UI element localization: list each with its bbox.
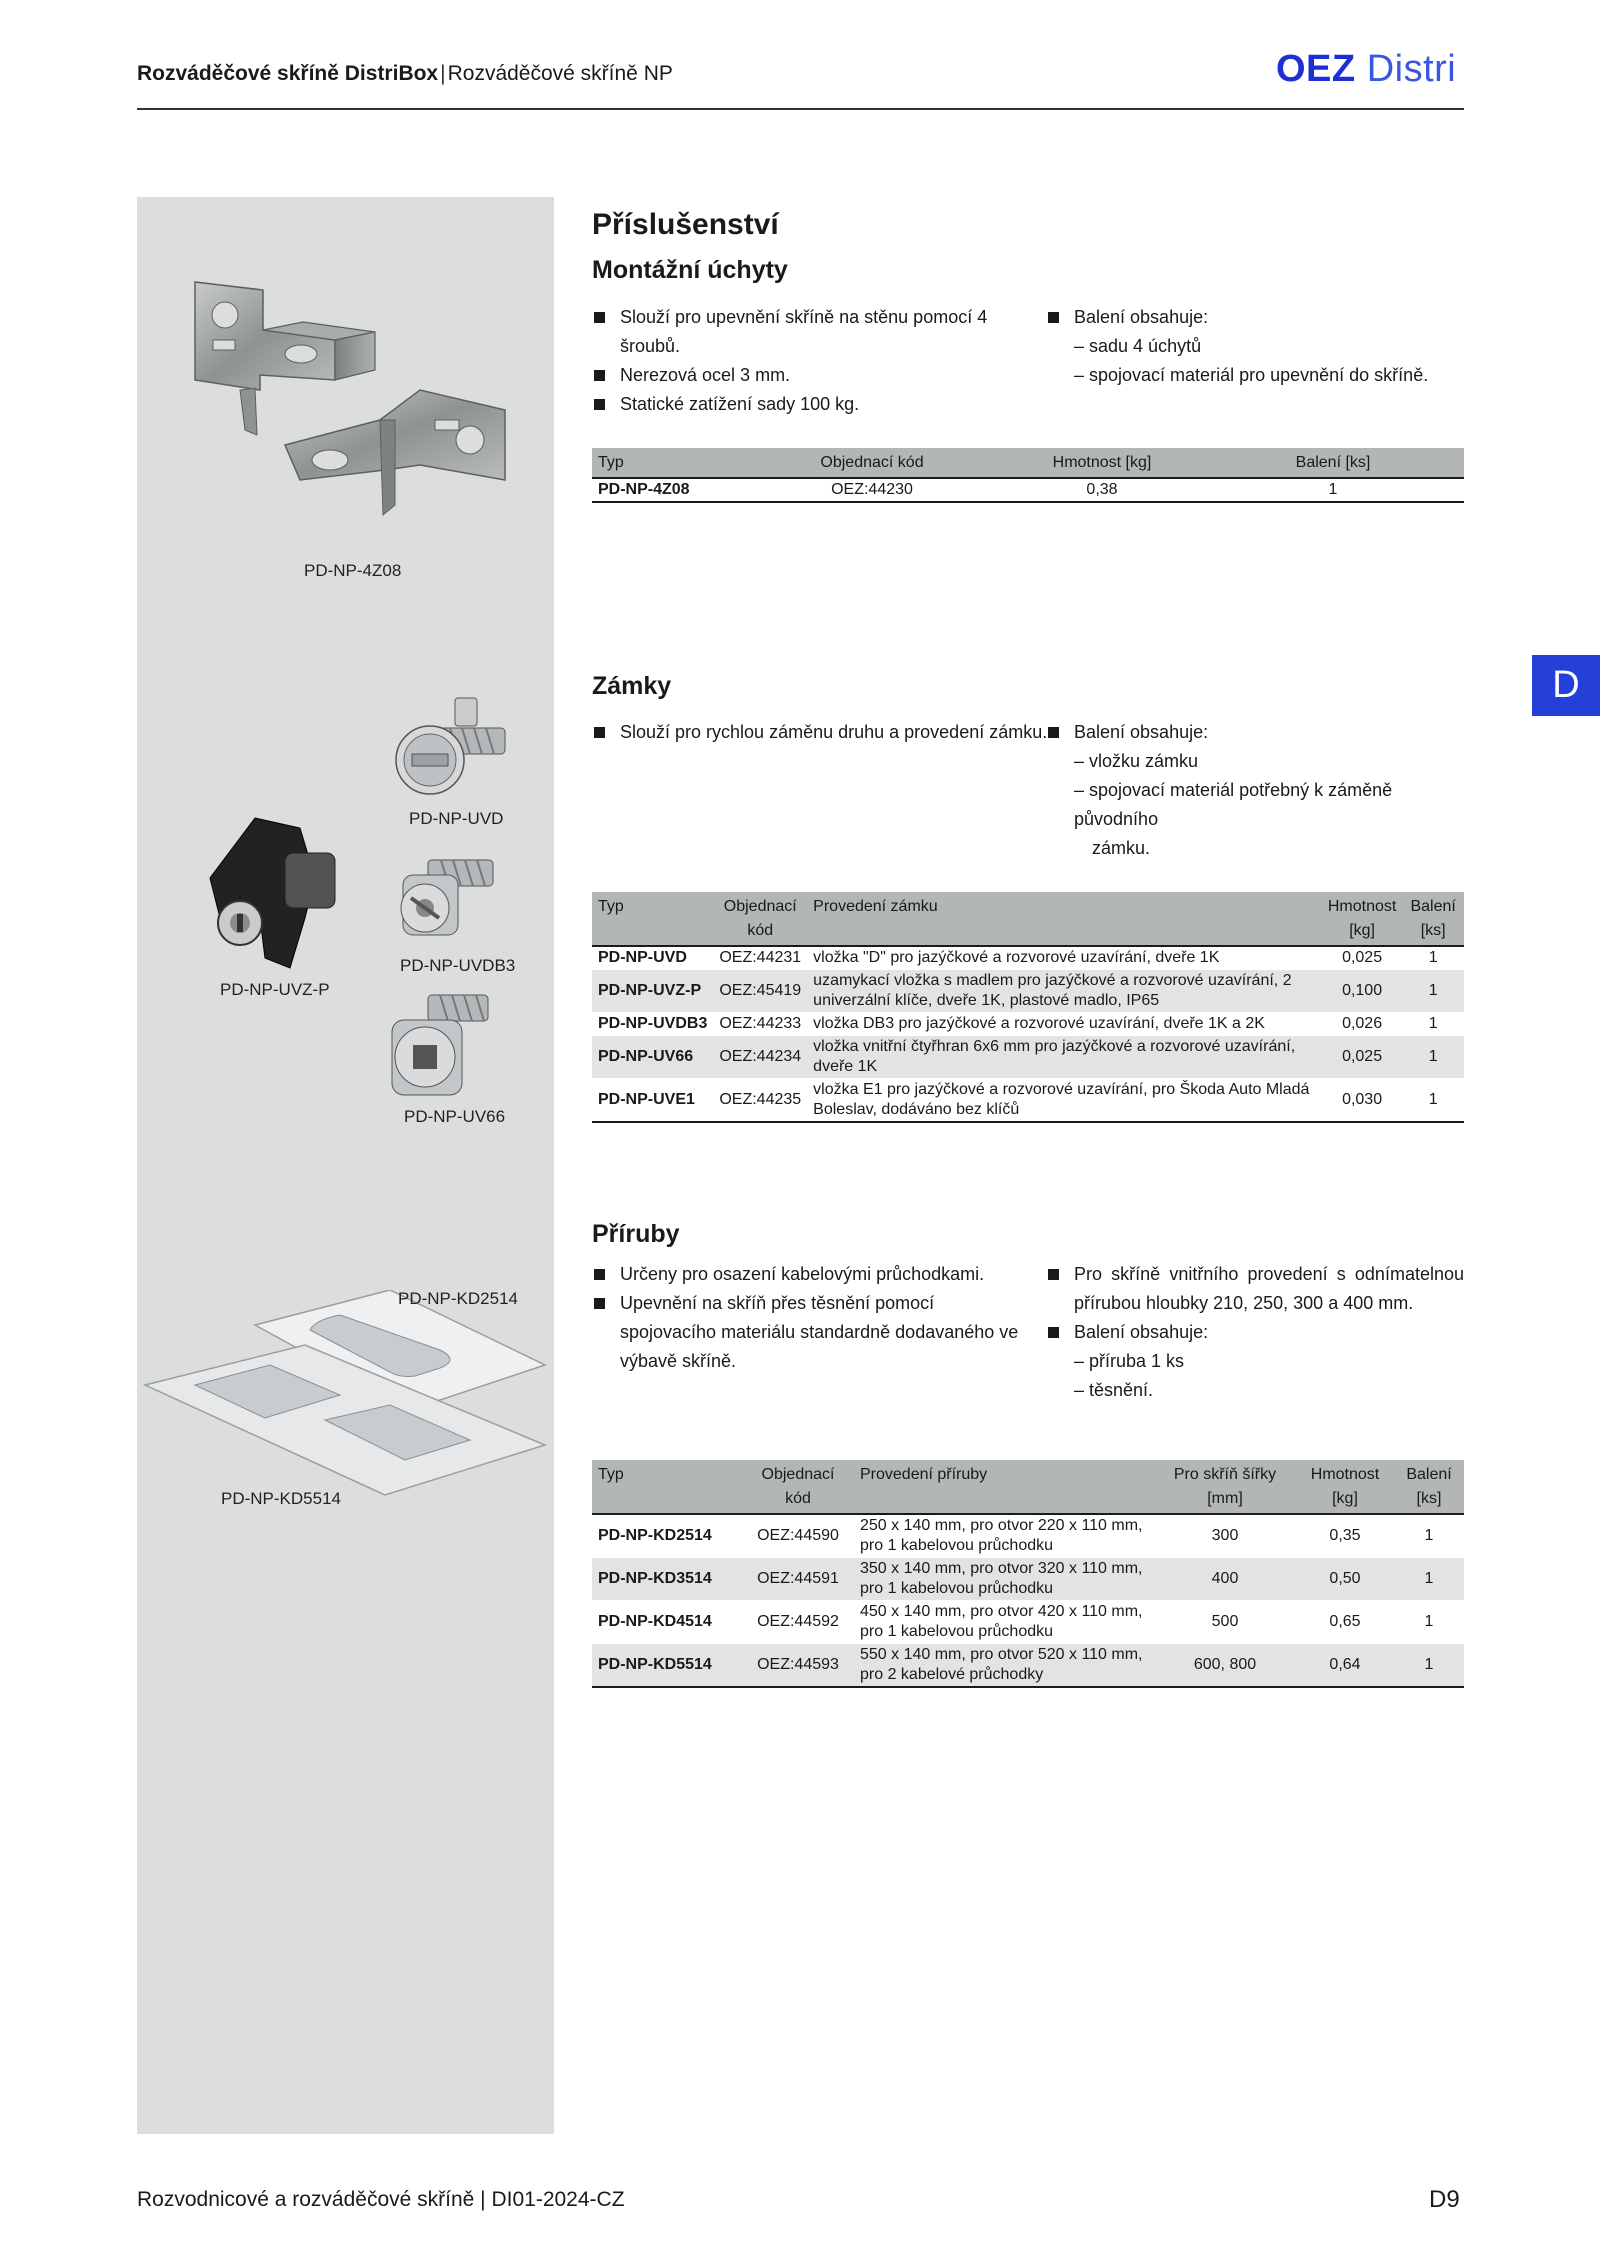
section-title-montazni: Montážní úchyty [592, 256, 788, 284]
col-hmotnost: Hmotnost [kg] [1296, 1460, 1394, 1514]
col-typ: Typ [592, 448, 742, 478]
cell-sirka: 600, 800 [1193, 1656, 1257, 1673]
cell-baleni: 1 [1428, 1015, 1438, 1032]
col-baleni: Balení [ks] [1402, 892, 1464, 946]
cell-typ: PD-NP-UVZ-P [598, 982, 702, 999]
priruby-package [1044, 1260, 1464, 1405]
lock-uvdb3-image [383, 840, 508, 958]
package-item: – sadu 4 úchytů [1074, 336, 1202, 356]
table-row [592, 478, 1464, 502]
cell-typ: PD-NP-UVD [598, 949, 687, 966]
feature-item: Upevnění na skříň přes těsnění pomocí spojovacího materiálu standardně dodavaného ve výbavě skříně. [590, 1289, 1030, 1376]
cell-kod: OEZ:45419 [719, 982, 802, 999]
cell-provedeni: uzamykací vložka s madlem pro jazýčkové a rozvorové uzavírání, 2 univerzální klíče, dveře 1K, plastové madlo, IP65 [813, 972, 1292, 1009]
oez-distri-logo [1276, 48, 1456, 91]
cell-baleni: 1 [1424, 1613, 1434, 1630]
table-row [592, 1514, 1464, 1558]
feature-item: Nerezová ocel 3 mm. [590, 361, 1050, 390]
cell-kod: OEZ:44230 [831, 481, 913, 498]
montazni-features [590, 303, 1050, 419]
feature-item: Pro skříně vnitřního provedení s odnímatelnou přírubou hloubky 210, 250, 300 a 400 mm. [1044, 1260, 1464, 1318]
label-uvdb3: PD-NP-UVDB3 [400, 956, 516, 975]
table-row [592, 1079, 1464, 1123]
package-item: – těsnění. [1074, 1380, 1154, 1400]
table-row [592, 1558, 1464, 1601]
col-sirka: Pro skříň šířky [mm] [1154, 1460, 1296, 1514]
col-kod: Objednací kód [742, 448, 1002, 478]
lock-uvd-image [390, 688, 515, 806]
lock-uvzp-image [205, 808, 345, 978]
cell-provedeni: vložka E1 pro jazýčkové a rozvorové uzavírání, pro Škoda Auto Mladá Boleslav, dodáváno bez klíčů [813, 1081, 1310, 1118]
cell-sirka: 500 [1211, 1613, 1239, 1630]
table-row [592, 1013, 1464, 1036]
table-row [592, 946, 1464, 970]
feature-item: Slouží pro rychlou záměnu druhu a provedení zámku. [590, 718, 1050, 747]
cell-hmotnost: 0,100 [1342, 982, 1383, 999]
package-item: – spojovací materiál potřebný k záměně původního [1074, 780, 1393, 829]
mounting-brackets-image [185, 270, 525, 530]
col-provedeni: Provedení zámku [807, 892, 1322, 946]
col-baleni: Balení [ks] [1394, 1460, 1464, 1514]
cell-kod: OEZ:44590 [757, 1527, 839, 1544]
footer-text: Rozvodnicové a rozváděčové skříně | DI01-2024-CZ [137, 2188, 625, 2211]
cell-provedeni: vložka DB3 pro jazýčkové a rozvorové uzavírání, dveře 1K a 2K [813, 1015, 1265, 1032]
cell-hmotnost: 0,64 [1329, 1656, 1361, 1673]
cell-kod: OEZ:44592 [757, 1613, 839, 1630]
cell-kod: OEZ:44231 [719, 949, 802, 966]
cell-hmotnost: 0,50 [1329, 1570, 1361, 1587]
package-title: Balení obsahuje: [1044, 303, 1474, 332]
section-title-zamky: Zámky [592, 672, 672, 700]
header-divider [137, 108, 1464, 110]
cell-kod: OEZ:44591 [757, 1570, 839, 1587]
col-kod: Objednací kód [742, 1460, 854, 1514]
cell-hmotnost: 0,026 [1342, 1015, 1383, 1032]
header-title-rest: Rozváděčové skříně NP [447, 62, 673, 85]
package-item: – příruba 1 ks [1074, 1351, 1185, 1371]
col-provedeni: Provedení příruby [854, 1460, 1154, 1514]
table-priruby [592, 1460, 1464, 1688]
cell-typ: PD-NP-UVE1 [598, 1091, 695, 1108]
montazni-package [1044, 303, 1474, 390]
page-title: Příslušenství [592, 208, 779, 241]
package-item: – spojovací materiál pro upevnění do skříně. [1074, 365, 1429, 385]
header-title-bold: Rozváděčové skříně DistriBox [137, 62, 439, 85]
package-item: zámku. [1092, 838, 1151, 858]
cell-baleni: 1 [1428, 1091, 1438, 1108]
cell-baleni: 1 [1328, 481, 1338, 498]
label-kd5514: PD-NP-KD5514 [221, 1489, 341, 1508]
feature-item: Statické zatížení sady 100 kg. [590, 390, 1050, 419]
cell-hmotnost: 0,35 [1329, 1527, 1361, 1544]
label-kd2514: PD-NP-KD2514 [398, 1289, 518, 1308]
section-title-priruby: Příruby [592, 1220, 680, 1248]
table-row [592, 1036, 1464, 1079]
running-header [137, 62, 673, 86]
cell-baleni: 1 [1424, 1570, 1434, 1587]
cell-typ: PD-NP-4Z08 [598, 481, 690, 498]
feature-item: Slouží pro upevnění skříně na stěnu pomocí 4 šroubů. [590, 303, 1050, 361]
zamky-features [590, 718, 1050, 747]
logo-distri: Distri [1366, 48, 1457, 90]
cell-typ: PD-NP-KD3514 [598, 1570, 712, 1587]
col-kod: Objednací kód [713, 892, 807, 946]
cell-baleni: 1 [1424, 1527, 1434, 1544]
label-brackets: PD-NP-4Z08 [304, 561, 402, 580]
table-montazni [592, 448, 1464, 503]
logo-oez: OEZ [1276, 48, 1356, 90]
package-title: Balení obsahuje: [1044, 718, 1474, 747]
cell-baleni: 1 [1428, 982, 1438, 999]
cell-typ: PD-NP-KD2514 [598, 1527, 712, 1544]
zamky-package [1044, 718, 1474, 863]
cell-sirka: 400 [1211, 1570, 1239, 1587]
label-uvzp: PD-NP-UVZ-P [220, 980, 330, 999]
lock-uv66-image [380, 985, 505, 1110]
table-row [592, 970, 1464, 1013]
cell-provedeni: 450 x 140 mm, pro otvor 420 x 110 mm, pro 1 kabelovou průchodku [860, 1603, 1143, 1640]
header-separator: | [440, 62, 446, 85]
cell-provedeni: vložka vnitřní čtyřhran 6x6 mm pro jazýčkové a rozvorové uzavírání, dveře 1K [813, 1038, 1296, 1075]
col-baleni: Balení [ks] [1202, 448, 1464, 478]
cell-provedeni: 250 x 140 mm, pro otvor 220 x 110 mm, pro 1 kabelovou průchodku [860, 1517, 1143, 1554]
cell-kod: OEZ:44234 [719, 1048, 802, 1065]
cell-hmotnost: 0,030 [1342, 1091, 1383, 1108]
cell-baleni: 1 [1428, 949, 1438, 966]
priruby-features [590, 1260, 1030, 1376]
page-number: D9 [1429, 2186, 1460, 2213]
cell-provedeni: 350 x 140 mm, pro otvor 320 x 110 mm, pro 1 kabelovou průchodku [860, 1560, 1143, 1597]
feature-item: Určeny pro osazení kabelovými průchodkami. [590, 1260, 1030, 1289]
flange-plates-image [140, 1290, 550, 1540]
cell-typ: PD-NP-KD5514 [598, 1656, 712, 1673]
table-row [592, 1601, 1464, 1644]
col-hmotnost: Hmotnost [kg] [1322, 892, 1402, 946]
cell-kod: OEZ:44593 [757, 1656, 839, 1673]
cell-provedeni: 550 x 140 mm, pro otvor 520 x 110 mm, pro 2 kabelové průchodky [860, 1646, 1143, 1683]
label-uv66: PD-NP-UV66 [404, 1107, 506, 1126]
cell-provedeni: vložka "D" pro jazýčkové a rozvorové uzavírání, dveře 1K [813, 949, 1220, 966]
cell-baleni: 1 [1428, 1048, 1438, 1065]
cell-hmotnost: 0,025 [1342, 949, 1383, 966]
col-typ: Typ [592, 1460, 742, 1514]
cell-typ: PD-NP-UV66 [598, 1048, 694, 1065]
cell-hmotnost: 0,025 [1342, 1048, 1383, 1065]
table-zamky [592, 892, 1464, 1123]
package-title: Balení obsahuje: [1044, 1318, 1464, 1347]
label-uvd: PD-NP-UVD [409, 809, 504, 828]
table-row [592, 1644, 1464, 1688]
cell-typ: PD-NP-KD4514 [598, 1613, 712, 1630]
cell-typ: PD-NP-UVDB3 [598, 1015, 708, 1032]
col-hmotnost: Hmotnost [kg] [1002, 448, 1202, 478]
cell-kod: OEZ:44235 [719, 1091, 802, 1108]
cell-sirka: 300 [1211, 1527, 1239, 1544]
cell-baleni: 1 [1424, 1656, 1434, 1673]
section-tab-d: D [1532, 655, 1600, 716]
cell-hmotnost: 0,65 [1329, 1613, 1361, 1630]
cell-kod: OEZ:44233 [719, 1015, 802, 1032]
package-item: – vložku zámku [1074, 751, 1199, 771]
col-typ: Typ [592, 892, 713, 946]
cell-hmotnost: 0,38 [1086, 481, 1118, 498]
